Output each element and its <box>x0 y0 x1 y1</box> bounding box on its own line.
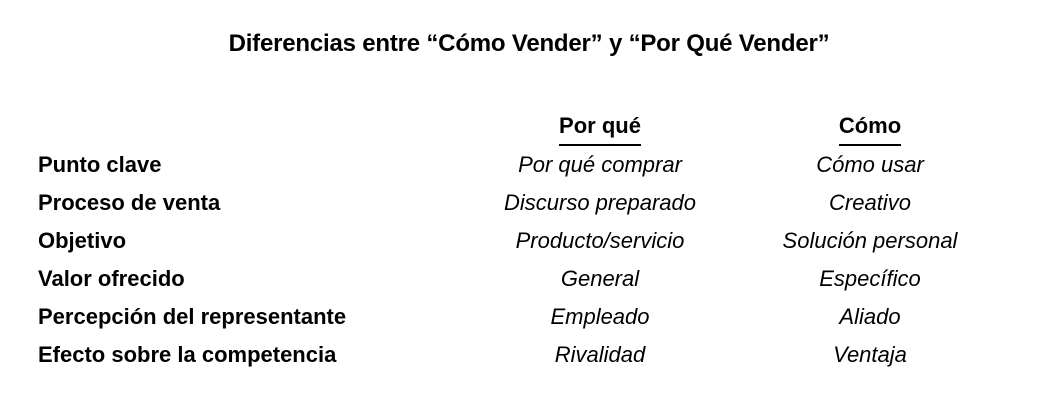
comparison-table <box>38 108 1058 374</box>
row-label: Objetivo <box>38 228 127 253</box>
row-value-como: Específico <box>819 266 921 291</box>
row-label: Proceso de venta <box>38 190 221 215</box>
page-title: Diferencias entre “Cómo Vender” y “Por Qué Vender” <box>228 30 830 57</box>
row-value-por-que: Rivalidad <box>554 342 646 367</box>
row-value-por-que: Producto/servicio <box>515 228 685 253</box>
row-value-como: Solución personal <box>782 228 958 253</box>
row-label: Percepción del representante <box>38 304 347 329</box>
row-value-por-que: Discurso preparado <box>504 190 696 215</box>
row-value-por-que: General <box>560 266 640 291</box>
row-value-como: Creativo <box>829 190 911 215</box>
row-value-por-que: Empleado <box>550 304 650 329</box>
table-corner-cell <box>38 108 460 146</box>
row-label: Valor ofrecido <box>38 266 185 291</box>
row-value-como: Cómo usar <box>816 152 924 177</box>
column-header-como-label: Cómo <box>839 108 901 146</box>
column-header-por-que-label: Por qué <box>559 108 641 146</box>
row-label: Efecto sobre la competencia <box>38 342 337 367</box>
row-label: Punto clave <box>38 152 162 177</box>
column-header-como <box>740 108 1000 146</box>
row-value-como: Ventaja <box>833 342 907 367</box>
row-value-como: Aliado <box>839 304 901 329</box>
row-value-por-que: Por qué comprar <box>518 152 682 177</box>
column-header-por-que <box>460 108 740 146</box>
